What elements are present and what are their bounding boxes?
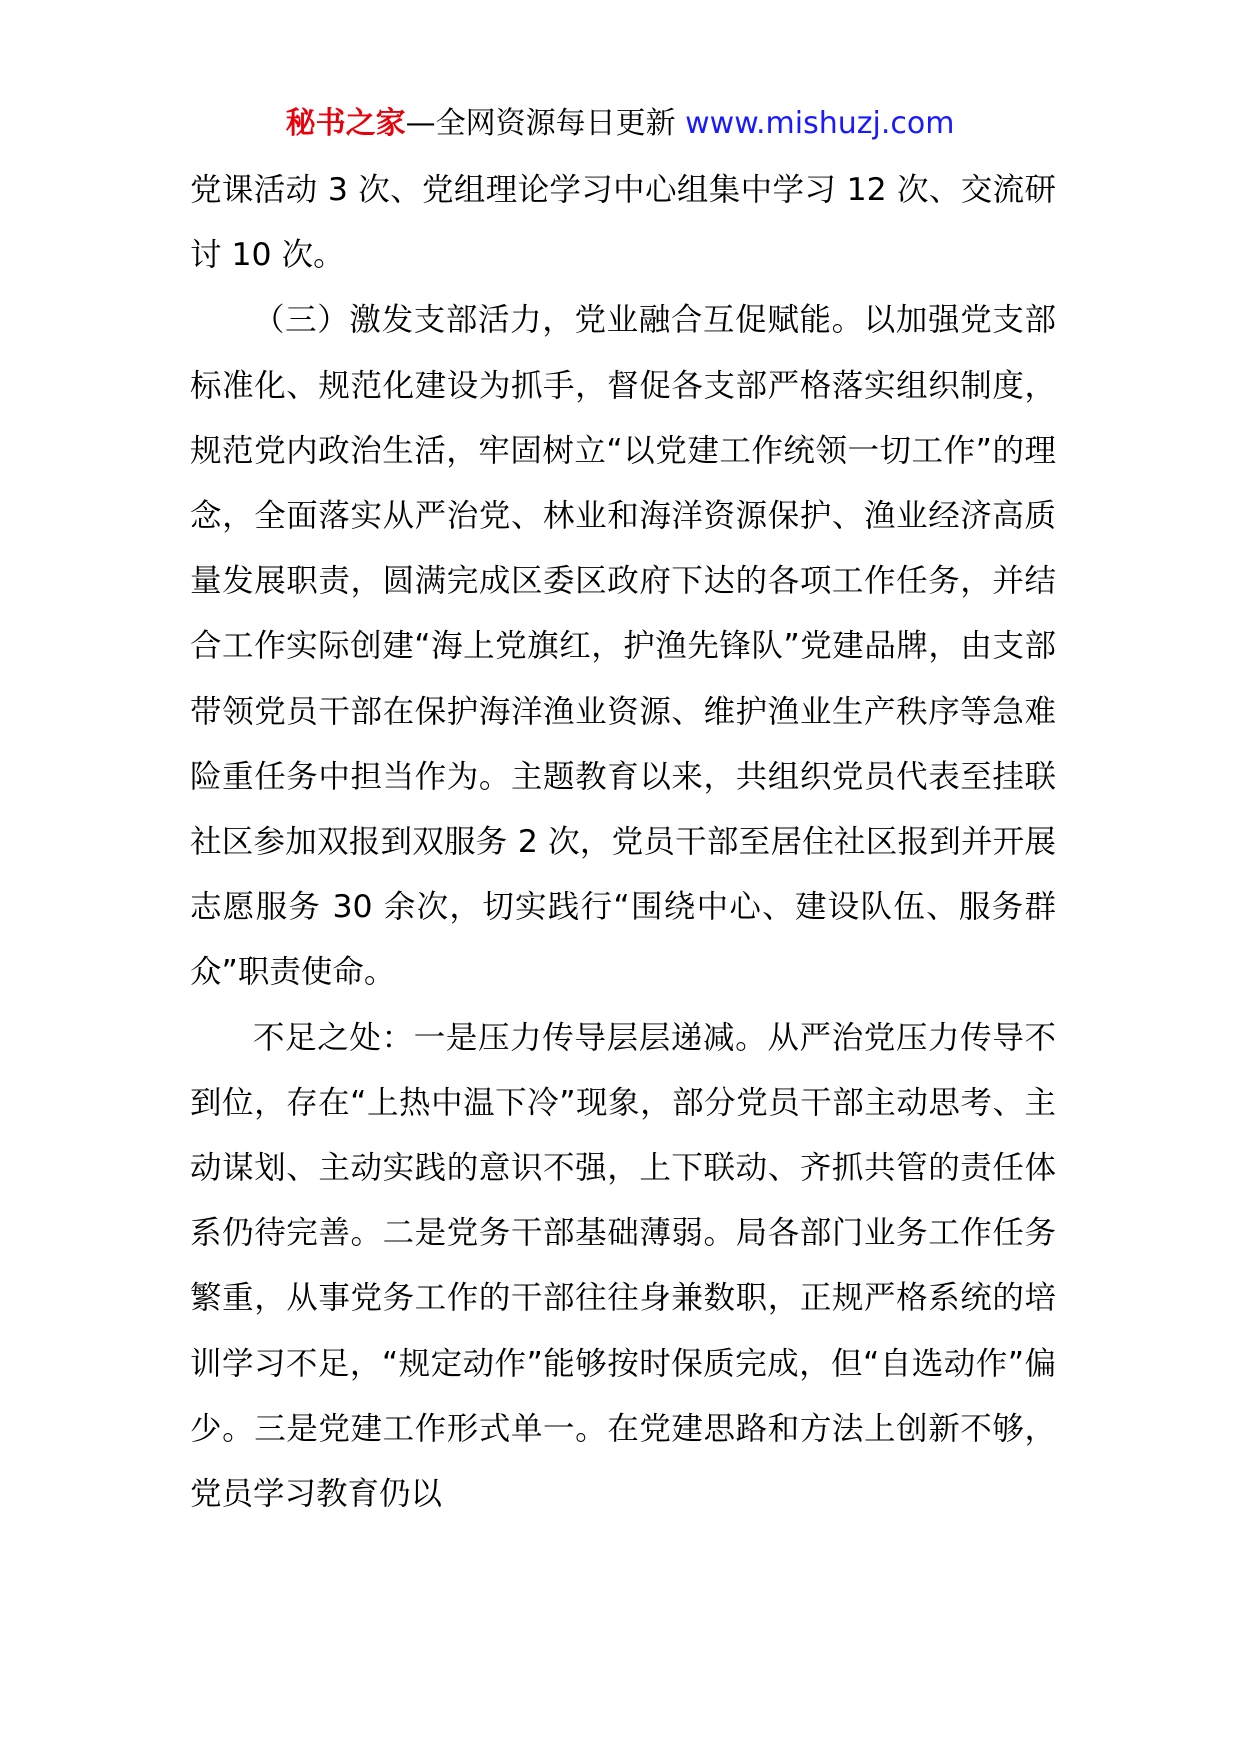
site-brand: 秘书之家 — [285, 106, 406, 141]
site-url-link[interactable]: www.mishuzj.com — [685, 106, 955, 141]
paragraph-section-three: （三）激发支部活力，党业融合互促赋能。以加强党支部标准化、规范化建设为抓手，督促各支部严格落实组织制度，规范党内政治生活，牢固树立“以党建工作统领一切工作”的理念，全面落实从严治党、林业和海洋资源保护、渔业经济高质量发展职责，圆满完成区委区政府下达的各项工作任务，并结合工作实际创建“海上党旗红，护渔先锋队”党建品牌，由支部带领党员干部在保护海洋渔业资源、维护渔业生产秩序等急难险重任务中担当作为。主题教育以来，共组织党员代表至挂联社区参加双报到双服务 2 次，党员干部至居住社区报到并开展志愿服务 30 余次，切实践行“围绕中心、建设队伍、服务群众”职责使命。 — [190, 302, 1056, 991]
paragraph-shortcomings: 不足之处：一是压力传导层层递减。从严治党压力传导不到位，存在“上热中温下冷”现象，部分党员干部主动思考、主动谋划、主动实践的意识不强，上下联动、齐抓共管的责任体系仍待完善。二是党务干部基础薄弱。局各部门业务工作任务繁重，从事党务工作的干部往往身兼数职，正规严格系统的培训学习不足，“规定动作”能够按时保质完成，但“自选动作”偏少。三是党建工作形式单一。在党建思路和方法上创新不够，党员学习教育仍以 — [190, 1019, 1056, 1513]
paragraph-continued: 党课活动 3 次、党组理论学习中心组集中学习 12 次、交流研讨 10 次。 — [190, 172, 1056, 274]
page-header — [0, 102, 1240, 146]
site-tagline: —全网资源每日更新 — [405, 106, 676, 141]
document-body — [190, 158, 1056, 1527]
